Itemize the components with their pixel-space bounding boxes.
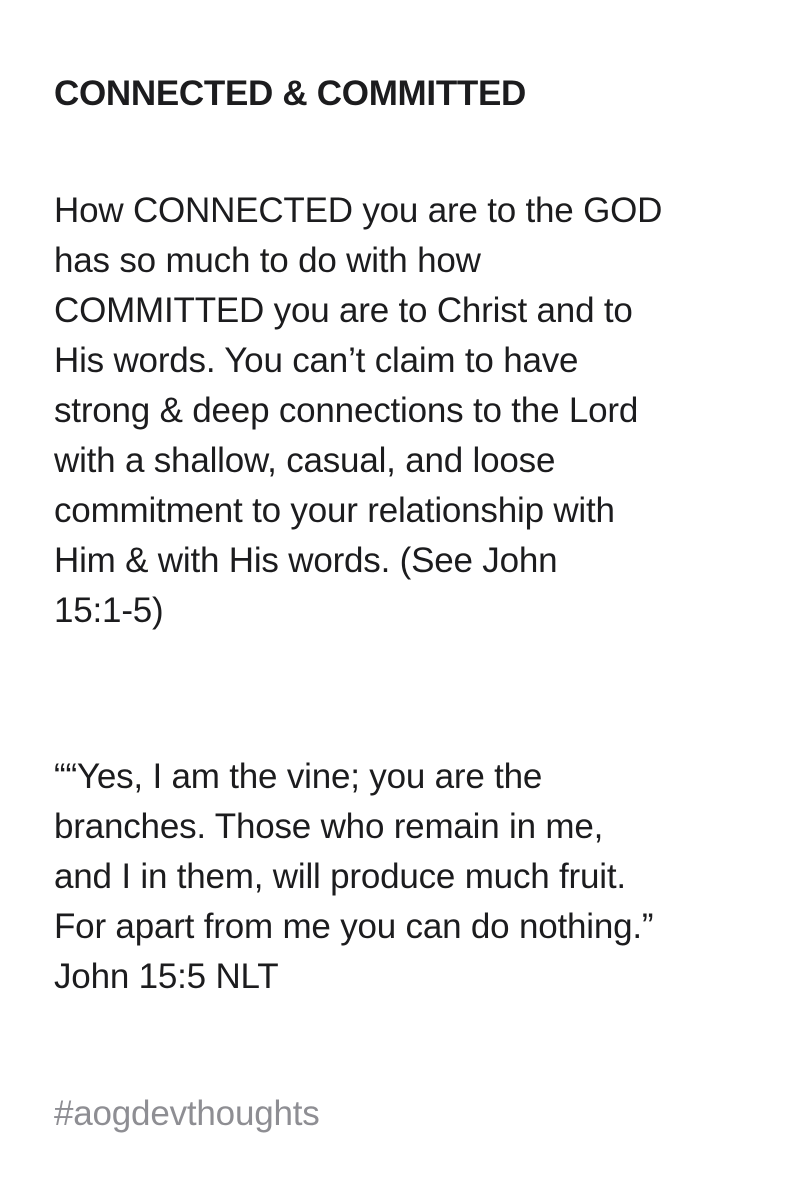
note-title: CONNECTED & COMMITTED [54,74,527,113]
note-paragraph-commitment [54,186,774,636]
text-line: For apart from me you can do nothing.” [54,907,654,946]
hashtag[interactable]: #aogdevthoughts [54,1094,320,1133]
text-line: strong & deep connections to the Lord [54,391,639,430]
text-line: Him & with His words. (See John [54,541,558,580]
text-line: has so much to do with how [54,241,481,280]
text-line: and I in them, will produce much fruit. [54,857,626,896]
text-line: with a shallow, casual, and loose [54,441,556,480]
text-line: How CONNECTED you are to the GOD [54,191,663,230]
text-line: His words. You can’t claim to have [54,341,579,380]
text-line: COMMITTED you are to Christ and to [54,291,633,330]
note-paragraph-scripture [54,752,774,1002]
text-line: commitment to your relationship with [54,491,615,530]
text-line: ““Yes, I am the vine; you are the [54,757,543,796]
text-line: branches. Those who remain in me, [54,807,604,846]
text-line: 15:1-5) [54,591,164,630]
scripture-reference: John 15:5 NLT [54,957,279,996]
